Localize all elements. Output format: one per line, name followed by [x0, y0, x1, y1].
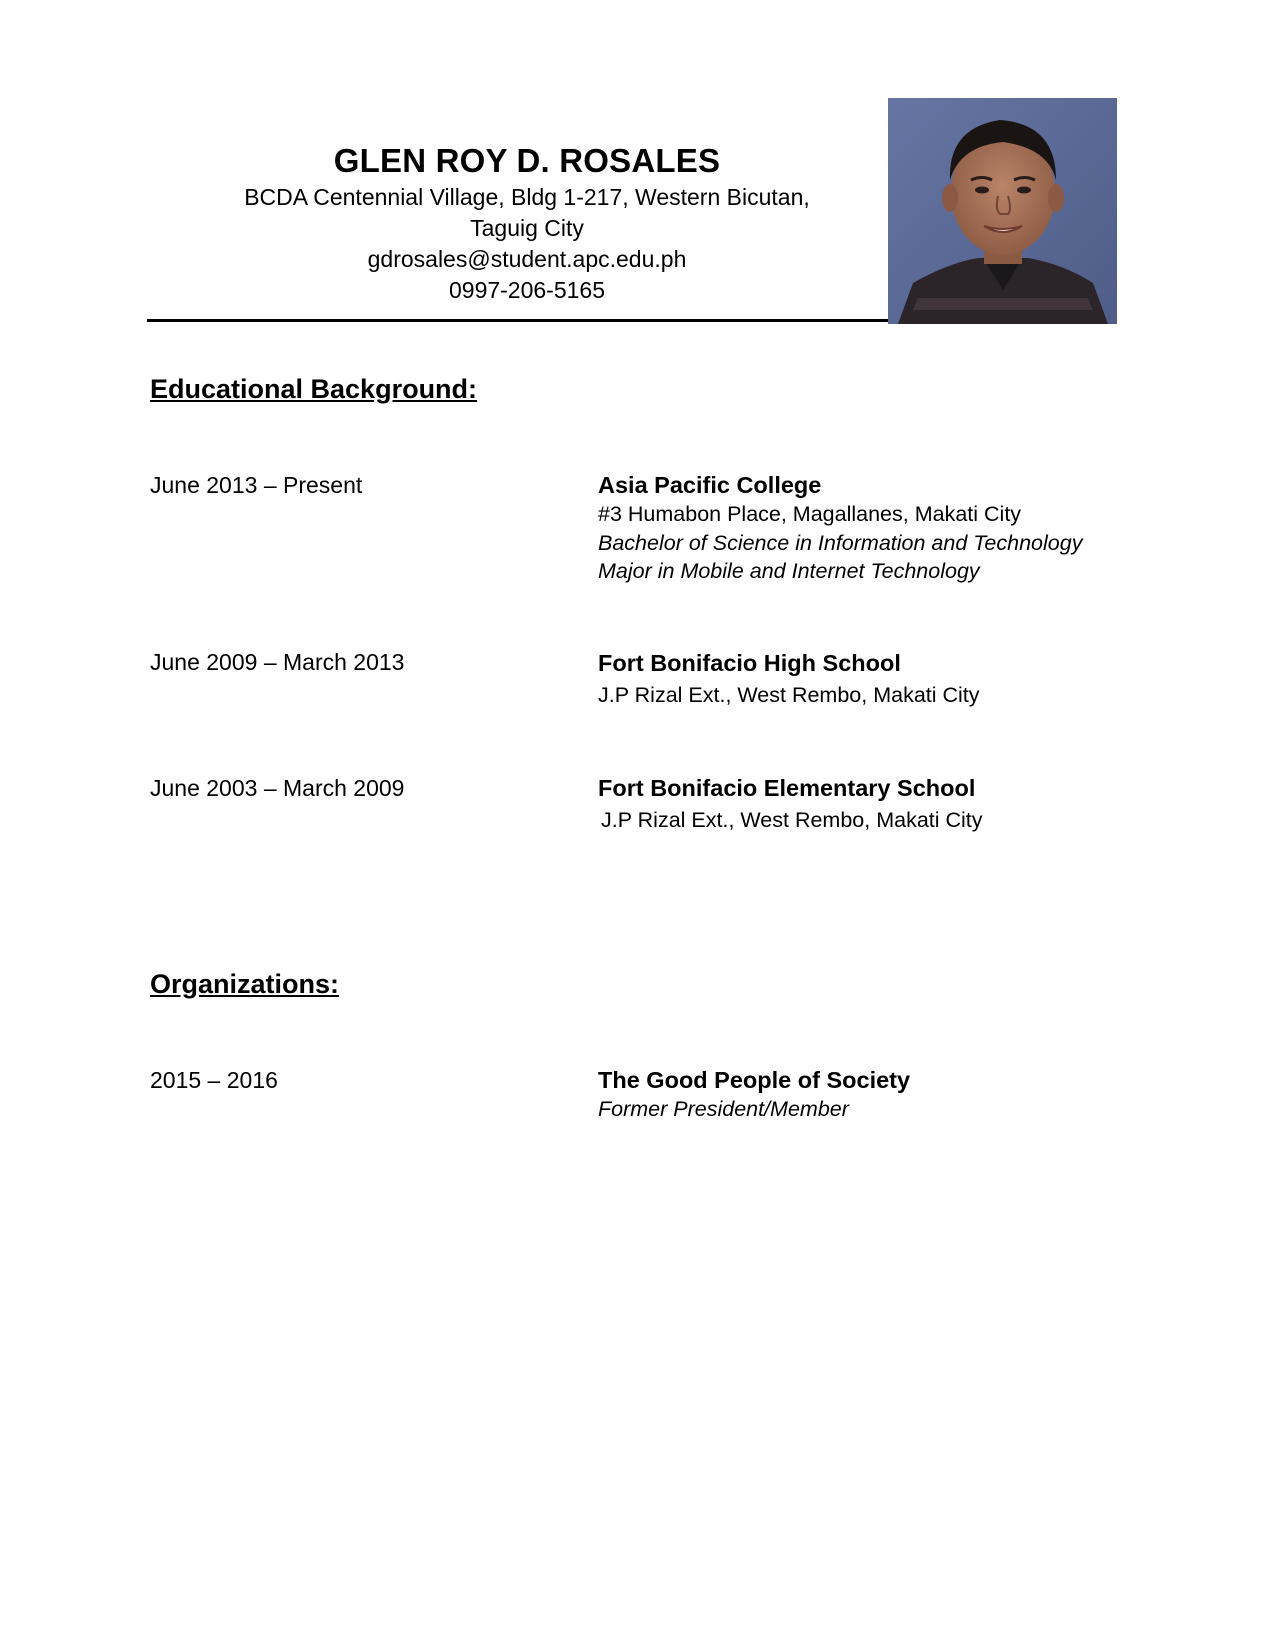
profile-photo-icon	[888, 98, 1117, 324]
organizations-section-title: Organizations:	[150, 969, 340, 999]
institution-name: Fort Bonifacio High School	[598, 650, 901, 676]
degree-major: Major in Mobile and Internet Technology	[598, 559, 980, 583]
email-address: gdrosales@student.apc.edu.ph	[367, 246, 687, 272]
institution-name: Fort Bonifacio Elementary School	[598, 775, 976, 801]
profile-photo	[888, 98, 1117, 324]
education-date-1: June 2013 – Present	[150, 472, 363, 498]
degree-program: Bachelor of Science in Information and Technology	[598, 530, 1083, 555]
resume-header	[147, 140, 907, 306]
organization-role: Former President/Member	[598, 1097, 849, 1121]
organization-entry-1	[598, 1065, 1238, 1124]
institution-address: J.P Rizal Ext., West Rembo, Makati City	[598, 683, 980, 707]
institution-address: J.P Rizal Ext., West Rembo, Makati City	[601, 808, 983, 832]
header-divider	[147, 319, 899, 322]
phone-number: 0997-206-5165	[448, 277, 606, 303]
applicant-name: GLEN ROY D. ROSALES	[333, 142, 721, 179]
education-date-2: June 2009 – March 2013	[150, 649, 405, 675]
education-section-title: Educational Background:	[150, 374, 478, 404]
organization-date-1: 2015 – 2016	[150, 1067, 278, 1093]
education-entry-2	[598, 648, 1238, 710]
education-entry-3	[598, 773, 1238, 835]
education-entry-1	[598, 470, 1238, 586]
institution-address: #3 Humabon Place, Magallanes, Makati City	[598, 502, 1022, 526]
education-date-3: June 2003 – March 2009	[150, 775, 405, 801]
institution-name: Asia Pacific College	[598, 472, 822, 498]
address-line-2: Taguig City	[470, 215, 584, 241]
organization-name: The Good People of Society	[598, 1067, 911, 1093]
address-line-1: BCDA Centennial Village, Bldg 1-217, Western Bicutan,	[244, 184, 810, 210]
